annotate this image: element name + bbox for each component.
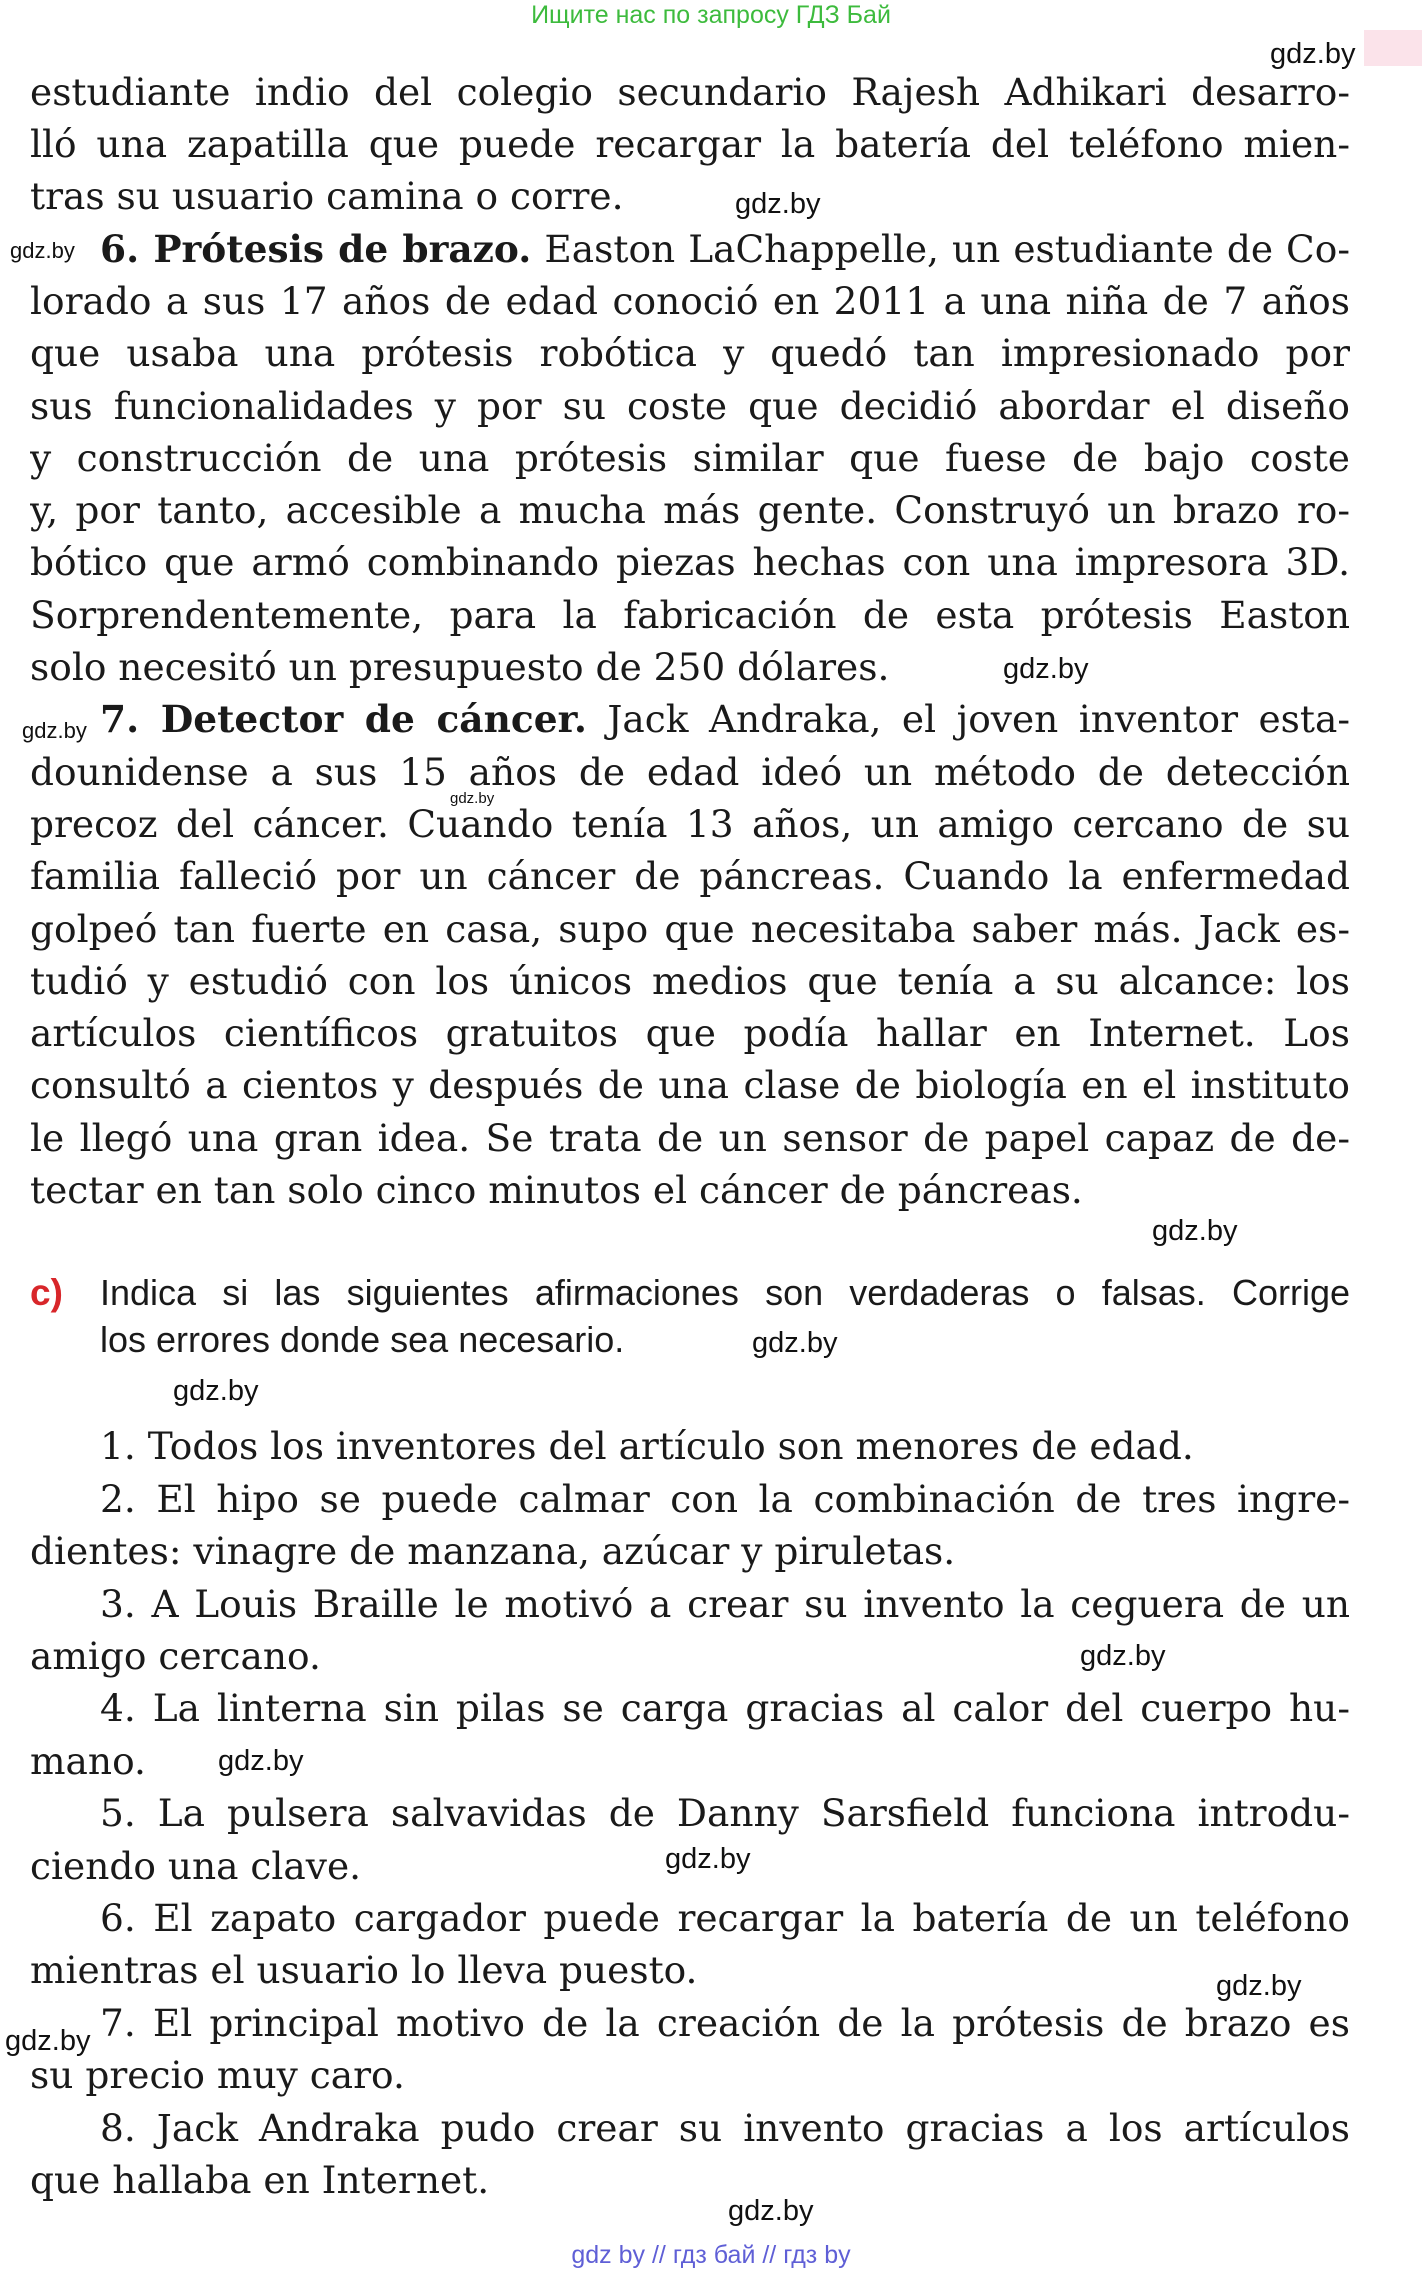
exercise-instruction-line: Indica si las siguientes afirmaciones son verdaderas o falsas. Corrige bbox=[100, 1272, 1350, 1313]
text-line: consultó a cientos y después de una clase de biología en el instituto bbox=[30, 1063, 1350, 1107]
text-line: artículos científicos gratuitos que podía hallar en Internet. Los bbox=[30, 1011, 1350, 1055]
text-line: estudiante indio del colegio secundario Rajesh Adhikari desarro- bbox=[30, 70, 1350, 114]
text-line: tras su usuario camina o corre. bbox=[30, 174, 624, 218]
statement-4-cont: mano. bbox=[30, 1739, 146, 1783]
watermark: gdz.by bbox=[1270, 38, 1356, 70]
item-7-first-line: 7. Detector de cáncer. Jack Andraka, el joven inventor esta- bbox=[100, 697, 1350, 741]
statement-8: 8. Jack Andraka pudo crear su invento gracias a los artículos bbox=[100, 2106, 1350, 2150]
watermark: gdz.by bbox=[1003, 653, 1089, 685]
text-line: y construcción de una prótesis similar que fuese de bajo coste bbox=[30, 436, 1350, 480]
watermark: gdz.by bbox=[735, 188, 821, 220]
text-line: lorado a sus 17 años de edad conoció en 2011 a una niña de 7 años bbox=[30, 279, 1350, 323]
watermark: gdz.by bbox=[22, 718, 87, 743]
text-line: le llegó una gran idea. Se trata de un sensor de papel capaz de de- bbox=[30, 1116, 1350, 1160]
text-line: precoz del cáncer. Cuando tenía 13 años, un amigo cercano de su bbox=[30, 802, 1350, 846]
text-line: golpeó tan fuerte en casa, supo que necesitaba saber más. Jack es- bbox=[30, 907, 1350, 951]
text-line: tudió y estudió con los únicos medios que tenía a su alcance: los bbox=[30, 959, 1350, 1003]
statement-3-cont: amigo cercano. bbox=[30, 1634, 321, 1678]
bottom-banner[interactable]: gdz by // гдз бай // гдз by bbox=[571, 2241, 851, 2269]
statement-2: 2. El hipo se puede calmar con la combinación de tres ingre- bbox=[100, 1477, 1350, 1521]
watermark: gdz.by bbox=[5, 2025, 91, 2057]
item-6-first-line: 6. Prótesis de brazo. Easton LaChappelle, un estudiante de Co- bbox=[100, 227, 1350, 271]
text-line: Sorprendentemente, para la fabricación de esta prótesis Easton bbox=[30, 593, 1350, 637]
watermark: gdz.by bbox=[173, 1375, 259, 1407]
corner-tab bbox=[1364, 30, 1422, 66]
text-line: y, por tanto, accesible a mucha más gente. Construyó un brazo ro- bbox=[30, 488, 1350, 532]
watermark: gdz.by bbox=[728, 2195, 814, 2227]
watermark: gdz.by bbox=[665, 1843, 751, 1875]
top-banner[interactable]: Ищите нас по запросу ГДЗ Бай bbox=[531, 1, 891, 29]
text-line: que usaba una prótesis robótica y quedó tan impresionado por bbox=[30, 331, 1350, 375]
statement-8-cont: que hallaba en Internet. bbox=[30, 2158, 490, 2202]
text-line: familia falleció por un cáncer de páncreas. Cuando la enfermedad bbox=[30, 854, 1350, 898]
watermark: gdz.by bbox=[1080, 1640, 1166, 1672]
text-line: tectar en tan solo cinco minutos el cáncer de páncreas. bbox=[30, 1168, 1083, 1212]
exercise-label: c) bbox=[30, 1272, 63, 1313]
exercise-instruction-line: los errores donde sea necesario. bbox=[100, 1319, 625, 1360]
text-line: bótico que armó combinando piezas hechas con una impresora 3D. bbox=[30, 540, 1350, 584]
watermark: gdz.by bbox=[450, 790, 495, 807]
statement-3: 3. A Louis Braille le motivó a crear su invento la ceguera de un bbox=[100, 1582, 1350, 1626]
statement-5: 5. La pulsera salvavidas de Danny Sarsfield funciona introdu- bbox=[100, 1791, 1350, 1835]
statement-2-cont: dientes: vinagre de manzana, azúcar y piruletas. bbox=[30, 1529, 956, 1573]
watermark: gdz.by bbox=[1216, 1970, 1302, 2002]
watermark: gdz.by bbox=[10, 238, 75, 263]
watermark: gdz.by bbox=[1152, 1215, 1238, 1247]
watermark: gdz.by bbox=[752, 1327, 838, 1359]
statement-5-cont: ciendo una clave. bbox=[30, 1844, 362, 1888]
text-line: lló una zapatilla que puede recargar la batería del teléfono mien- bbox=[30, 122, 1350, 166]
statement-4: 4. La linterna sin pilas se carga gracias al calor del cuerpo hu- bbox=[100, 1686, 1350, 1730]
statement-7: 7. El principal motivo de la creación de la prótesis de brazo es bbox=[100, 2001, 1350, 2045]
text-line: sus funcionalidades y por su coste que decidió abordar el diseño bbox=[30, 384, 1350, 428]
text-line: solo necesitó un presupuesto de 250 dólares. bbox=[30, 645, 890, 689]
watermark: gdz.by bbox=[218, 1745, 304, 1777]
text-line: dounidense a sus 15 años de edad ideó un método de detección bbox=[30, 750, 1350, 794]
item-7-heading: 7. Detector de cáncer. bbox=[100, 697, 587, 741]
statement-6: 6. El zapato cargador puede recargar la batería de un teléfono bbox=[100, 1896, 1350, 1940]
statement-6-cont: mientras el usuario lo lleva puesto. bbox=[30, 1948, 698, 1992]
item-6-heading: 6. Prótesis de brazo. bbox=[100, 227, 532, 271]
statement-1: 1. Todos los inventores del artículo son menores de edad. bbox=[100, 1424, 1194, 1468]
statement-7-cont: su precio muy caro. bbox=[30, 2053, 405, 2097]
